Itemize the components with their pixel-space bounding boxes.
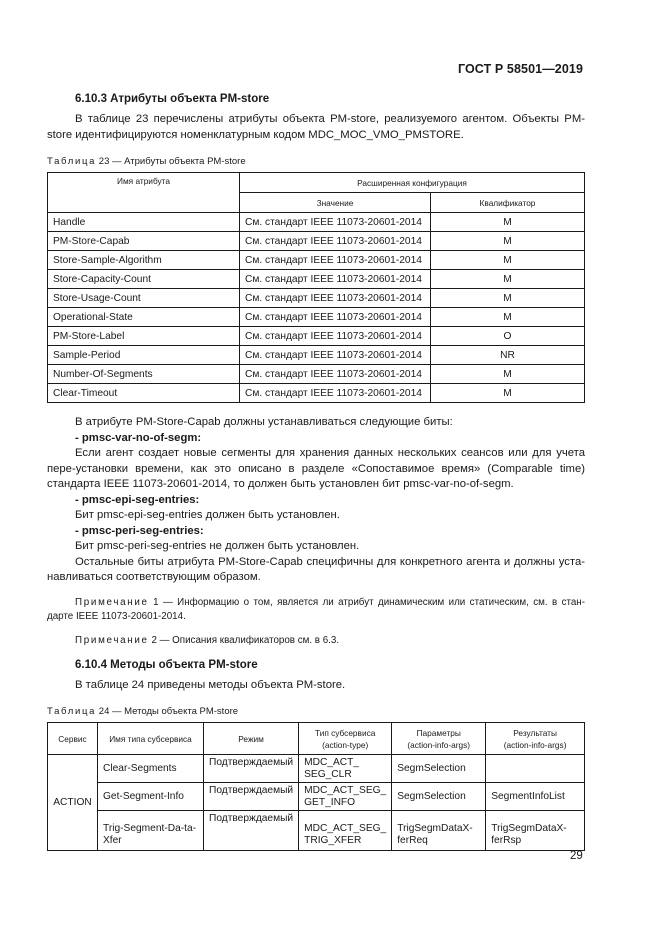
page-number: 29	[570, 850, 583, 862]
table-row	[48, 251, 585, 270]
table-row	[48, 755, 585, 783]
subservice-params-line1: TrigSegmDataX-	[397, 823, 473, 834]
table-row	[48, 308, 585, 327]
col-subservice-type-line2: (action-type)	[322, 739, 369, 750]
attr-qualifier: M	[431, 365, 585, 384]
bit-text-peri-seg-entries: Бит pmsc-peri-seg-entries не должен быть установлен.	[75, 540, 360, 552]
subservice-results-line2: ferRsp	[491, 834, 522, 846]
section-heading-6-10-3: 6.10.3 Атрибуты объекта PM-store	[75, 93, 270, 105]
attr-qualifier: M	[431, 289, 585, 308]
attr-name: Clear-Timeout	[48, 384, 240, 403]
attr-value: См. стандарт IEEE 11073-20601-2014	[240, 346, 431, 365]
attr-qualifier: M	[431, 251, 585, 270]
bit-text-epi-seg-entries: Бит pmsc-epi-seg-entries должен быть установлен.	[75, 509, 340, 521]
attr-name: PM-Store-Capab	[48, 232, 240, 251]
col-results-line1: Результаты	[513, 727, 557, 738]
service-action: ACTION	[48, 755, 98, 851]
subservice-params-line2: ferReq	[397, 834, 428, 846]
table-row	[48, 811, 585, 851]
attr-qualifier: M	[431, 232, 585, 251]
subservice-name: Trig-Segment-Da-ta-Xfer	[98, 811, 204, 851]
table-row	[48, 365, 585, 384]
page-content	[47, 93, 585, 851]
attr-name: Handle	[48, 213, 240, 232]
col-parameters-line1: Параметры	[416, 727, 461, 738]
subservice-params	[392, 783, 486, 811]
note-1	[47, 596, 585, 624]
attr-qualifier: O	[431, 327, 585, 346]
col-results	[486, 723, 585, 755]
section-heading-6-10-4: 6.10.4 Методы объекта PM-store	[75, 658, 258, 671]
col-service: Сервис	[48, 723, 98, 755]
col-qualifier: Квалификатор	[431, 193, 585, 213]
attr-value: См. стандарт IEEE 11073-20601-2014	[240, 308, 431, 327]
note-2-text: 2 — Описания квалификаторов см. в 6.3.	[151, 634, 340, 646]
methods-table	[47, 722, 585, 851]
attr-name: Number-Of-Segments	[48, 365, 240, 384]
attr-value: См. стандарт IEEE 11073-20601-2014	[240, 327, 431, 346]
col-value: Значение	[240, 193, 431, 213]
bit-label-peri-seg-entries: - pmsc-peri-seg-entries:	[75, 524, 204, 537]
bit-text-var-no-of-segm: Если агент создает новые сегменты для хранения данных нескольких сеансов или для учета пере-установки времени, как это описано в разделе «Сопоставимое время» (Comparable time) стандарта IEEE 11073-20601-2014, то должен быть установлен бит pmsc-var-no-of-segm.	[47, 447, 585, 490]
attributes-table	[47, 172, 585, 403]
attr-qualifier: NR	[431, 346, 585, 365]
note-2	[47, 634, 585, 648]
subservice-results	[486, 755, 585, 783]
subservice-type-line1: MDC_ACT_SEG_	[304, 823, 387, 834]
subservice-type	[299, 755, 392, 783]
table-row	[48, 289, 585, 308]
col-parameters	[392, 723, 486, 755]
caption-prefix: Таблица	[47, 706, 97, 717]
section-intro: В таблице 23 перечислены атрибуты объекта PM-store, реализуемого агентом. Объекты PM-store идентифицируются номенклатурным кодом MDC_MOC_VMO_PMSTORE.	[47, 113, 585, 141]
subservice-name: Get-Segment-Info	[98, 783, 204, 811]
attr-value: См. стандарт IEEE 11073-20601-2014	[240, 232, 431, 251]
attr-value: См. стандарт IEEE 11073-20601-2014	[240, 270, 431, 289]
bits-intro: В атрибуте PM-Store-Capab должны устанавливаться следующие биты:	[75, 416, 453, 428]
col-parameters-line2: (action-info-args)	[407, 739, 471, 750]
attr-qualifier: M	[431, 384, 585, 403]
subservice-mode: Подтверждаемый	[204, 783, 299, 811]
subservice-params	[392, 811, 486, 851]
attr-value: См. стандарт IEEE 11073-20601-2014	[240, 384, 431, 403]
attr-name: PM-Store-Label	[48, 327, 240, 346]
subservice-results-line1: TrigSegmDataX-	[491, 823, 567, 834]
attr-name: Operational-State	[48, 308, 240, 327]
caption-prefix: Таблица	[47, 156, 97, 167]
attr-name: Store-Usage-Count	[48, 289, 240, 308]
col-results-line2: (action-info-args)	[503, 739, 567, 750]
attr-value: См. стандарт IEEE 11073-20601-2014	[240, 213, 431, 232]
note-1-text: 1 — Информацию о том, является ли атрибут динамическим или статическим, см. в стан-дарте IEEE 11073-20601-2014.	[47, 596, 585, 622]
subservice-type	[299, 811, 392, 851]
table-row	[48, 384, 585, 403]
subservice-params-line1: SegmSelection	[397, 762, 466, 774]
bit-label-var-no-of-segm: - pmsc-var-no-of-segm:	[75, 431, 202, 444]
caption-title: 23 — Атрибуты объекта PM-store	[98, 156, 246, 167]
subservice-type-line2: SEG_CLR	[304, 768, 352, 780]
subservice-name: Clear-Segments	[98, 755, 204, 783]
subservice-results	[486, 811, 585, 851]
table-row	[48, 783, 585, 811]
table-row	[48, 232, 585, 251]
subservice-type-line2: TRIG_XFER	[304, 834, 362, 846]
document-code: ГОСТ Р 58501—2019	[457, 62, 583, 76]
table24-caption	[47, 706, 585, 717]
bit-label-epi-seg-entries: - pmsc-epi-seg-entries:	[75, 493, 200, 506]
caption-title: 24 — Методы объекта PM-store	[98, 706, 239, 717]
bits-outro: Остальные биты атрибута PM-Store-Capab специфичны для конкретного агента и должны уста-навливаться соответствующим образом.	[47, 555, 585, 583]
table-row	[48, 270, 585, 289]
col-mode: Режим	[204, 723, 299, 755]
col-subservice-type-line1: Тип субсервиса	[314, 727, 376, 738]
section-2-intro: В таблице 24 приведены методы объекта PM-store.	[75, 678, 346, 691]
col-subservice-type	[299, 723, 392, 755]
subservice-params-line1: SegmSelection	[397, 790, 466, 802]
subservice-type-line2: GET_INFO	[304, 796, 356, 808]
subservice-params	[392, 755, 486, 783]
attr-qualifier: M	[431, 308, 585, 327]
subservice-type-line1: MDC_ACT_SEG_	[304, 785, 387, 796]
table-row	[48, 327, 585, 346]
note-word: Примечание	[75, 596, 149, 608]
col-attribute-name: Имя атрибута	[48, 173, 240, 213]
subservice-mode: Подтверждаемый	[204, 811, 299, 851]
subservice-type-line1: MDC_ACT_	[304, 757, 360, 768]
attr-value: См. стандарт IEEE 11073-20601-2014	[240, 365, 431, 384]
attr-value: См. стандарт IEEE 11073-20601-2014	[240, 251, 431, 270]
attr-name: Store-Capacity-Count	[48, 270, 240, 289]
table-row	[48, 346, 585, 365]
attr-qualifier: M	[431, 270, 585, 289]
table23-caption	[47, 156, 585, 167]
attr-name: Sample-Period	[48, 346, 240, 365]
attr-name: Store-Sample-Algorithm	[48, 251, 240, 270]
subservice-results	[486, 783, 585, 811]
subservice-type	[299, 783, 392, 811]
subservice-results-line1: SegmentInfoList	[491, 790, 565, 802]
subservice-mode: Подтверждаемый	[204, 755, 299, 783]
note-word: Примечание	[75, 634, 149, 646]
col-subservice-name: Имя типа субсервиса	[98, 723, 204, 755]
col-extended-config: Расширенная конфигурация	[240, 173, 585, 193]
attr-value: См. стандарт IEEE 11073-20601-2014	[240, 289, 431, 308]
attr-qualifier: M	[431, 213, 585, 232]
table-row	[48, 213, 585, 232]
